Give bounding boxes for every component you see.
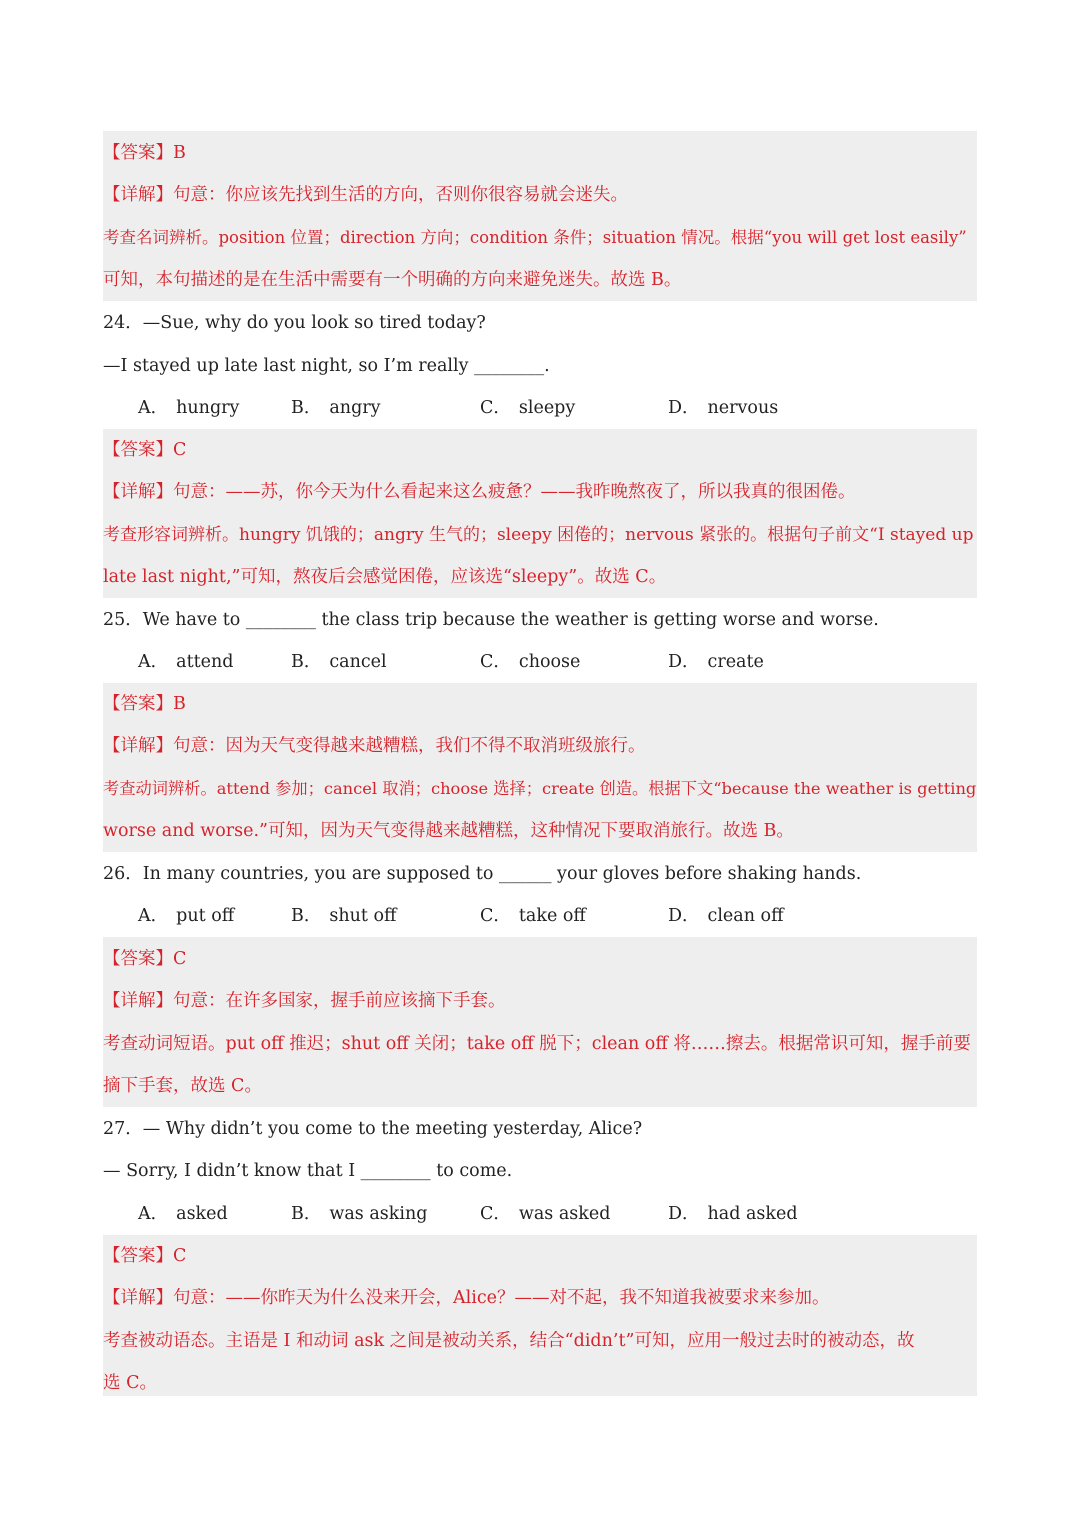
option-24-c: C． sleepy	[480, 398, 576, 418]
question-24-stem-line1: 24．—Sue, why do you look so tired today?	[103, 313, 486, 333]
analysis-26-line2: 摘下手套，故选 C。	[103, 1076, 262, 1096]
question-25-stem: 25．We have to ________ the class trip because the weather is getting worse and worse.	[103, 610, 879, 630]
option-24-d: D． nervous	[668, 398, 779, 418]
option-26-a: A． put off	[138, 906, 235, 926]
analysis-26-line1: 考查动词短语。put off 推迟；shut off 关闭；take off 脱下；clean off 将……擦去。根据常识可知，握手前要	[103, 1034, 971, 1054]
analysis-23-line1: 考查名词辨析。position 位置；direction 方向；condition 条件；situation 情况。根据“you will get lost easily”	[103, 228, 967, 247]
question-24-stem-line2: —I stayed up late last night, so I’m really ________.	[103, 356, 550, 376]
question-27-stem-line1: 27．— Why didn’t you come to the meeting yesterday, Alice?	[103, 1119, 643, 1139]
analysis-27-line1: 考查被动语态。主语是 I 和动词 ask 之间是被动关系，结合“didn’t”可知，应用一般过去时的被动态，故	[103, 1331, 915, 1351]
option-26-c: C． take off	[480, 906, 586, 926]
answer-26: 【答案】C	[103, 949, 187, 969]
answer-25: 【答案】B	[103, 694, 186, 714]
detail-26: 【详解】句意：在许多国家，握手前应该摘下手套。	[103, 991, 506, 1011]
answer-24: 【答案】C	[103, 440, 187, 460]
answer-23: 【答案】B	[103, 143, 186, 163]
option-24-a: A． hungry	[138, 398, 240, 418]
analysis-27-line2: 选 C。	[103, 1373, 157, 1393]
option-27-c: C． was asked	[480, 1204, 611, 1224]
analysis-25-line1: 考查动词辨析。attend 参加；cancel 取消；choose 选择；create 创造。根据下文“because the weather is getting	[103, 779, 977, 798]
detail-25: 【详解】句意：因为天气变得越来越糟糕，我们不得不取消班级旅行。	[103, 736, 646, 756]
detail-23: 【详解】句意：你应该先找到生活的方向，否则你很容易就会迷失。	[103, 185, 628, 205]
option-27-b: B． was asking	[291, 1204, 428, 1224]
analysis-25-line2: worse and worse.”可知，因为天气变得越来越糟糕，这种情况下要取消旅行。故选 B。	[103, 821, 794, 841]
analysis-24-line1: 考查形容词辨析。hungry 饥饿的；angry 生气的；sleepy 困倦的；nervous 紧张的。根据句子前文“I stayed up	[103, 525, 974, 545]
detail-27: 【详解】句意：——你昨天为什么没来开会，Alice？——对不起，我不知道我被要求来参加。	[103, 1288, 830, 1308]
question-26-stem: 26．In many countries, you are supposed to ______ your gloves before shaking hands.	[103, 864, 862, 884]
detail-24: 【详解】句意：——苏，你今天为什么看起来这么疲惫？——我昨晚熬夜了，所以我真的很困倦。	[103, 482, 856, 502]
option-27-a: A． asked	[138, 1204, 228, 1224]
option-24-b: B． angry	[291, 398, 381, 418]
option-26-b: B． shut off	[291, 906, 397, 926]
option-27-d: D． had asked	[668, 1204, 798, 1224]
question-27-stem-line2: — Sorry, I didn’t know that I ________ to come.	[103, 1161, 513, 1181]
option-26-d: D． clean off	[668, 906, 784, 926]
option-25-b: B． cancel	[291, 652, 387, 672]
option-25-a: A． attend	[138, 652, 234, 672]
analysis-24-line2: late last night,”可知，熬夜后会感觉困倦，应该选“sleepy”。故选 C。	[103, 567, 667, 587]
answer-27: 【答案】C	[103, 1246, 187, 1266]
option-25-c: C． choose	[480, 652, 581, 672]
option-25-d: D． create	[668, 652, 764, 672]
analysis-23-line2: 可知，本句描述的是在生活中需要有一个明确的方向来避免迷失。故选 B。	[103, 270, 682, 290]
